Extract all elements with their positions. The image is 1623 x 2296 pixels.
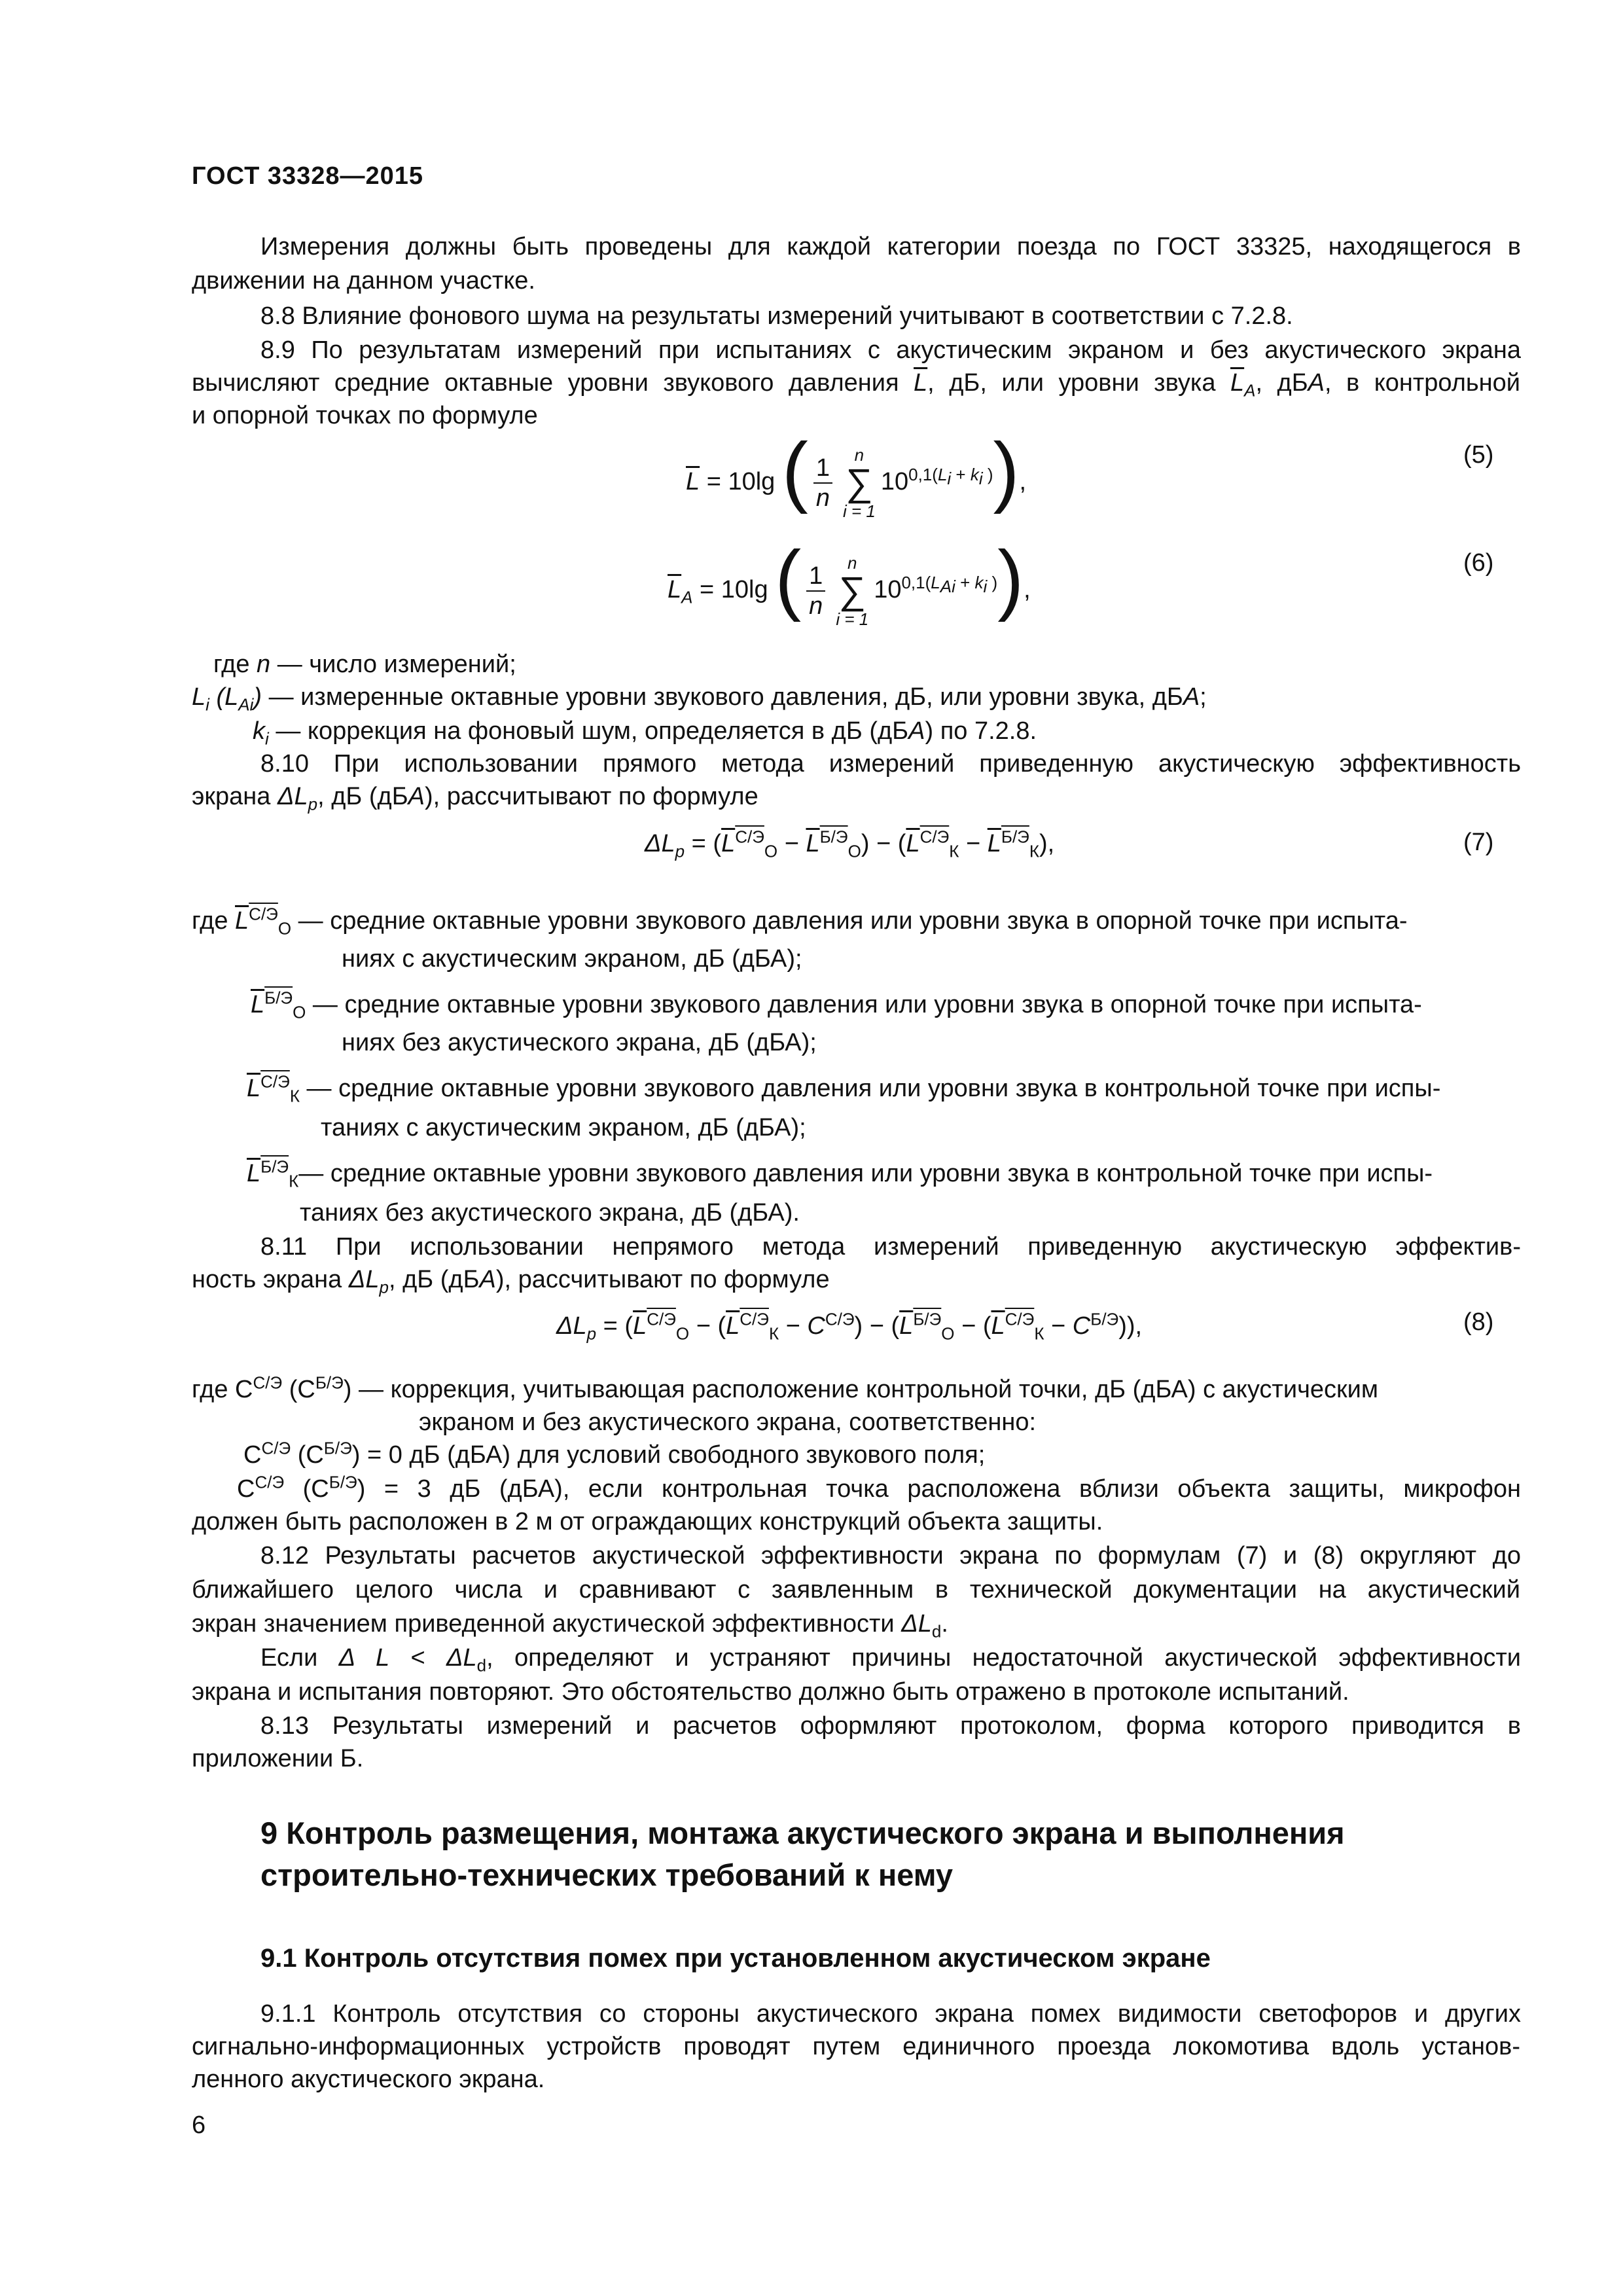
clause-8-9-line: вычисляют средние октавные уровни звукового давления $\overline{L}$, дБ, или уровни звука $\overline{L}_A$, дБА, в контрольной	[192, 369, 1521, 401]
where-7-cont: ниях с акустическим экраном, дБ (дБА);	[342, 945, 802, 973]
clause-8-13-line: 8.13 Результаты измерений и расчетов оформляют протоколом, форма которого приводится в	[260, 1712, 1521, 1740]
paragraph-if-line: экрана и испытания повторяют. Это обстоятельство должно быть отражено в протоколе испытаний.	[192, 1678, 1349, 1706]
formula-number: (5)	[1463, 441, 1494, 469]
formula-7: $\Delta L_p = (\overline{L}^{С/Э}_О - \overline{L}^{Б/Э}_О) - (\overline{L}^{С/Э}_К - \overline{L}^{Б/Э}_К)$,	[645, 827, 1055, 861]
where-L: $L_i$ $(L_{Ai})$ — измеренные октавные уровни звукового давления, дБ, или уровни звука, дБА;	[192, 683, 1207, 715]
paragraph-if-line: Если Δ $L < \Delta L_d$, определяют и устраняют причины недостаточной акустической эффективности	[260, 1644, 1521, 1676]
paragraph-line: Измерения должны быть проведены для каждой категории поезда по ГОСТ 33325, находящегося в	[260, 233, 1521, 260]
where-n: где n — число измерений;	[213, 651, 516, 678]
where-8-line: где $C^{С/Э}$ $(C^{Б/Э})$ — коррекция, учитывающая расположение контрольной точки, дБ (дБА) с акустическим	[192, 1372, 1378, 1403]
paragraph-line: движении на данном участке.	[192, 267, 535, 295]
page-number: 6	[192, 2111, 206, 2139]
formula-number: (7)	[1463, 829, 1494, 856]
formula-5: $\overline{L} = 10\lg$ ( $\frac{1}{n}$ n ∑ i = 1 $10^{0,1(L_i + k_i )}$),	[686, 427, 1027, 521]
clause-8-8: 8.8 Влияние фонового шума на результаты измерений учитывают в соответствии с 7.2.8.	[260, 302, 1293, 330]
where-7-cont: таниях без акустического экрана, дБ (дБА).	[300, 1199, 800, 1227]
formula-number: (6)	[1463, 549, 1494, 577]
formula-6: $\overline{L}_A = 10\lg$ ( $\frac{1}{n}$ n ∑ i = 1 $10^{0,1(L_{Ai} + k_i )}$),	[668, 535, 1031, 629]
subsection-9-1-heading: 9.1 Контроль отсутствия помех при установленном акустическом экране	[260, 1944, 1211, 1973]
formula-number: (8)	[1463, 1308, 1494, 1336]
document-header: ГОСТ 33328—2015	[192, 162, 424, 190]
clause-9-1-1-line: ленного акустического экрана.	[192, 2066, 545, 2093]
clause-8-9-line: 8.9 По результатам измерений при испытаниях с акустическим экраном и без акустического экрана	[260, 336, 1521, 364]
where-7-cont: ниях без акустического экрана, дБ (дБА);	[342, 1029, 817, 1056]
clause-9-1-1-line: сигнально-информационных устройств проводят путем единичного проезда локомотива вдоль установ-	[192, 2033, 1520, 2060]
where-7-item: $\overline{L}^{Б/Э}_О$ — средние октавные уровни звукового давления или уровни звука в опорной точке при испыта-	[251, 988, 1422, 1022]
clause-9-1-1-line: 9.1.1 Контроль отсутствия со стороны акустического экрана помех видимости светофоров и других	[260, 2000, 1521, 2028]
clause-8-12-line: 8.12 Результаты расчетов акустической эффективности экрана по формулам (7) и (8) округляют до	[260, 1542, 1521, 1570]
where-7-item: $\overline{L}^{С/Э}_К$ — средние октавные уровни звукового давления или уровни звука в контрольной точке при испы-	[247, 1071, 1441, 1106]
where-7-item: где $\overline{L}^{С/Э}_О$ — средние октавные уровни звукового давления или уровни звука в опорной точке при испыта-	[192, 904, 1408, 939]
where-8-line: $C^{С/Э}$ $(C^{Б/Э}) = 3$ дБ (дБА), если контрольная точка расположена вблизи объекта защиты, микрофон	[237, 1472, 1521, 1503]
clause-8-12-line: экран значением приведенной акустической эффективности $\Delta L_d$.	[192, 1610, 948, 1641]
clause-8-11-line: ность экрана $\Delta L_p$, дБ (дБА), рассчитывают по формуле	[192, 1266, 830, 1297]
section-9-heading: строительно-технических требований к нему	[260, 1857, 954, 1892]
section-9-heading: 9 Контроль размещения, монтажа акустического экрана и выполнения	[260, 1816, 1345, 1850]
where-7-item: $\overline{L}^{Б/Э}_К—$ средние октавные уровни звукового давления или уровни звука в контрольной точке при испы-	[247, 1157, 1433, 1191]
where-k: $k_i$ — коррекция на фоновый шум, определяется в дБ (дБА) по 7.2.8.	[253, 717, 1037, 749]
where-8-line: должен быть расположен в 2 м от ограждающих конструкций объекта защиты.	[192, 1508, 1103, 1535]
where-8-line: экраном и без акустического экрана, соответственно:	[419, 1408, 1037, 1436]
clause-8-12-line: ближайшего целого числа и сравнивают с заявленным в технической документации на акустический	[192, 1576, 1520, 1604]
clause-8-10-line: 8.10 При использовании прямого метода измерений приведенную акустическую эффективность	[260, 750, 1521, 778]
clause-8-13-line: приложении Б.	[192, 1745, 364, 1772]
where-7-cont: таниях с акустическим экраном, дБ (дБА);	[321, 1114, 806, 1141]
formula-8: $\Delta L_p = (\overline{L}^{С/Э}_О - (\overline{L}^{С/Э}_К - C^{С/Э}) - (\overline{L}^{Б/Э}_О - (\overline{L}^{С/Э}_К - C^{Б/Э}))$,	[556, 1309, 1143, 1344]
clause-8-10-line: экрана $\Delta L_p$, дБ (дБА), рассчитывают по формуле	[192, 783, 758, 814]
clause-8-9-line: и опорной точках по формуле	[192, 402, 538, 429]
where-8-line: $C^{С/Э}$ $(C^{Б/Э}) = 0$ дБ (дБА) для условий свободного звукового поля;	[243, 1438, 986, 1469]
clause-8-11-line: 8.11 При использовании непрямого метода измерений приведенную акустическую эффектив-	[260, 1233, 1521, 1261]
